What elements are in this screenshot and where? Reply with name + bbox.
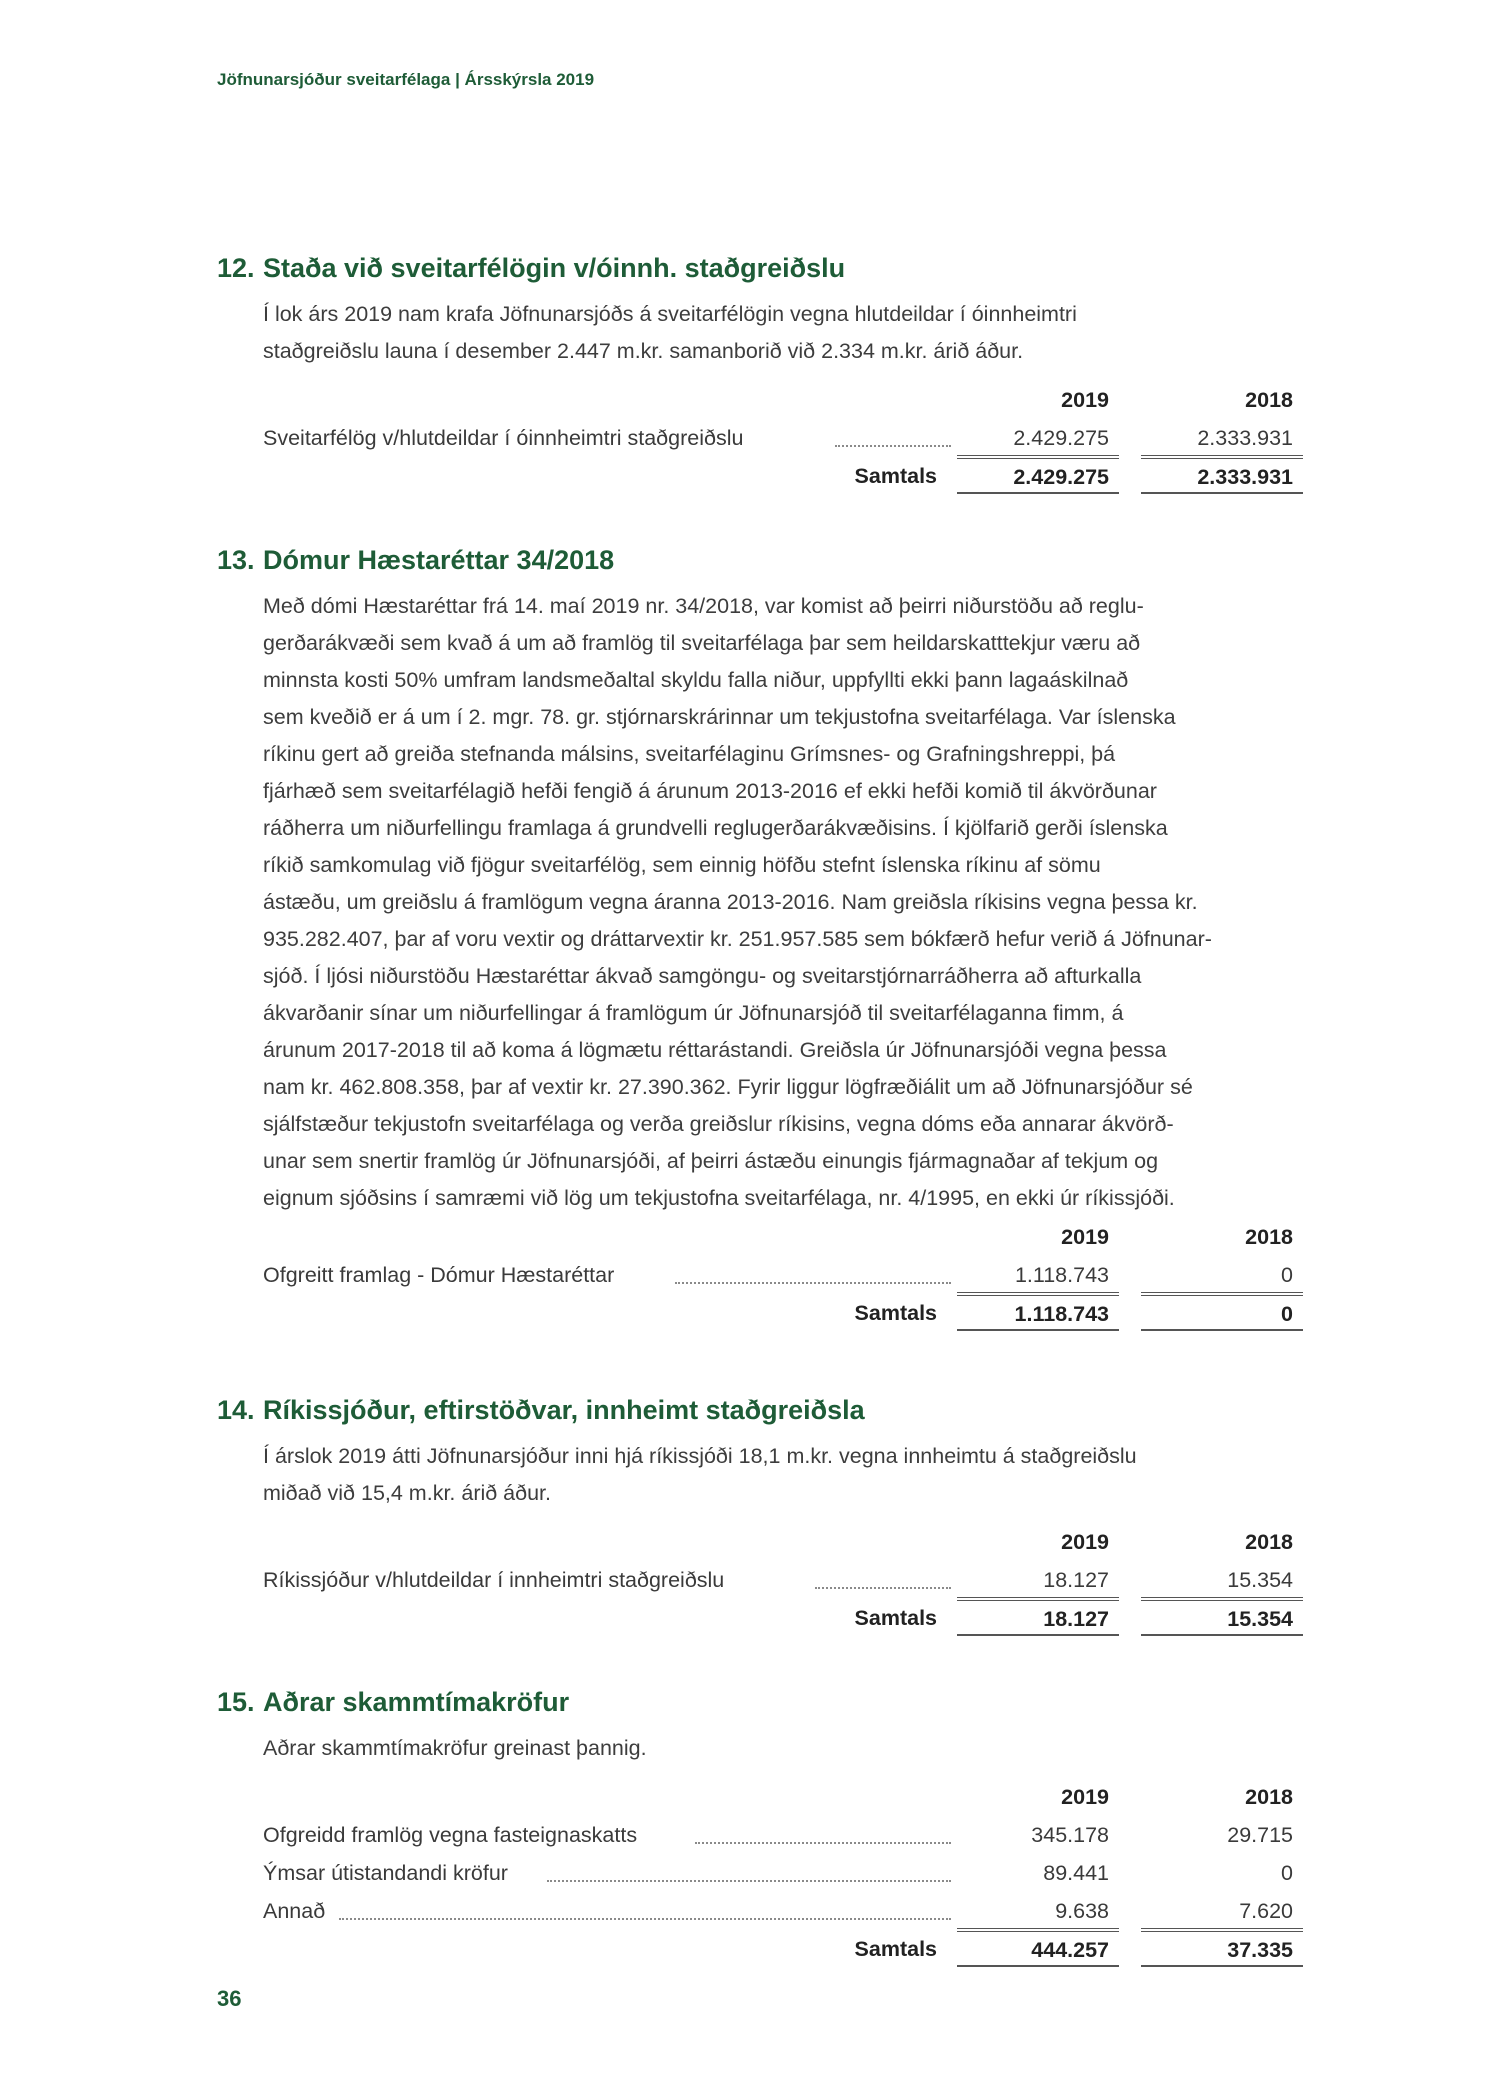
paragraph-line: sjálfstæður tekjustofn sveitarfélaga og verða greiðslur ríkisins, vegna dóms eða annarar ákvörð-: [263, 1112, 1174, 1136]
total-2019: 444.257: [957, 1931, 1119, 1967]
total-2019: 2.429.275: [957, 458, 1119, 494]
paragraph-line: ákvarðanir sínar um niðurfellingar á framlögum úr Jöfnunarsjóð til sveitarfélaganna fimm, á: [263, 1001, 1124, 1025]
column-header-2018: 2018: [1245, 1530, 1293, 1554]
financial-table: [263, 382, 1307, 496]
column-header-2019: 2019: [1061, 1225, 1109, 1249]
paragraph-line: Aðrar skammtímakröfur greinast þannig.: [263, 1736, 647, 1760]
paragraph-line: ríkið samkomulag við fjögur sveitarfélög, sem einnig höfðu stefnt íslenska ríkinu af sömu: [263, 853, 1101, 877]
table-row: [263, 1855, 1307, 1893]
total-2019: 18.127: [957, 1600, 1119, 1636]
section-12: [217, 248, 1307, 496]
table-total-row: [263, 1295, 1307, 1333]
row-label: Ofgreidd framlög vegna fasteignaskatts: [263, 1823, 638, 1847]
table-row: [263, 1257, 1307, 1295]
row-label: Ríkissjóður v/hlutdeildar í innheimtri staðgreiðslu: [263, 1568, 725, 1592]
column-header-2018: 2018: [1245, 1225, 1293, 1249]
value-2018: 29.715: [1227, 1823, 1293, 1847]
paragraph-line: fjárhæð sem sveitarfélagið hefði fengið á árunum 2013-2016 ef ekki hefði komið til ákvörðunar: [263, 779, 1157, 803]
row-label: Ýmsar útistandandi kröfur: [263, 1861, 508, 1885]
paragraph-line: nam kr. 462.808.358, þar af vextir kr. 27.390.362. Fyrir liggur lögfræðiálit um að Jöfnunarsjóður sé: [263, 1075, 1193, 1099]
table-row: [263, 420, 1307, 458]
dot-leader: [835, 445, 951, 447]
total-label: Samtals: [854, 1606, 937, 1630]
column-header-2019: 2019: [1061, 1530, 1109, 1554]
value-2019: 2.429.275: [957, 420, 1119, 456]
total-2019: 1.118.743: [957, 1295, 1119, 1331]
table-total-row: [263, 458, 1307, 496]
paragraph-line: gerðarákvæði sem kvað á um að framlög til sveitarfélaga þar sem heildarskatttekjur væru að: [263, 631, 1141, 655]
value-2018: 15.354: [1141, 1562, 1303, 1598]
column-header-2019: 2019: [1061, 1785, 1109, 1809]
section-title-text: Aðrar skammtímakröfur: [263, 1687, 570, 1717]
row-label: Ofgreitt framlag - Dómur Hæstaréttar: [263, 1263, 615, 1287]
total-label: Samtals: [854, 1937, 937, 1961]
dot-leader: [339, 1918, 951, 1920]
section-13: [217, 540, 1307, 1333]
paragraph-line: ráðherra um niðurfellingu framlaga á grundvelli reglugerðarákvæðisins. Í kjölfarið gerði íslenska: [263, 816, 1168, 840]
table-row: [263, 1817, 1307, 1855]
table-row: [263, 1893, 1307, 1931]
table-total-row: [263, 1931, 1307, 1969]
value-2018: 2.333.931: [1141, 420, 1303, 456]
paragraph-line: eignum sjóðsins í samræmi við lög um tekjustofna sveitarfélaga, nr. 4/1995, en ekki úr ríkissjóði.: [263, 1186, 1175, 1210]
paragraph-line: minnsta kosti 50% umfram landsmeðaltal skyldu falla niður, uppfyllti ekki þann lagaáskilnað: [263, 668, 1129, 692]
dot-leader: [695, 1842, 951, 1844]
paragraph-line: staðgreiðslu launa í desember 2.447 m.kr. samanborið við 2.334 m.kr. árið áður.: [263, 339, 1024, 363]
paragraph-line: ástæðu, um greiðslu á framlögum vegna áranna 2013-2016. Nam greiðsla ríkisins vegna þessa kr.: [263, 890, 1198, 914]
paragraph-line: 935.282.407, þar af voru vextir og dráttarvextir kr. 251.957.585 sem bókfærð hefur verið á Jöfnunar-: [263, 927, 1212, 951]
value-2019: 9.638: [957, 1893, 1119, 1929]
paragraph-line: ríkinu gert að greiða stefnanda málsins, sveitarfélaginu Grímsnes- og Grafningshreppi, þá: [263, 742, 1116, 766]
section-number: 14.: [217, 1395, 255, 1425]
table-row: [263, 1562, 1307, 1600]
total-2018: 37.335: [1141, 1931, 1303, 1967]
value-2019: 1.118.743: [957, 1257, 1119, 1293]
financial-table: [263, 1219, 1307, 1333]
table-header-row: [263, 1219, 1307, 1257]
section-title-text: Dómur Hæstaréttar 34/2018: [263, 545, 615, 575]
value-2018: 0: [1141, 1257, 1303, 1293]
section-paragraph: [263, 296, 1283, 370]
section-title-text: Ríkissjóður, eftirstöðvar, innheimt staðgreiðsla: [263, 1395, 865, 1425]
paragraph-line: Í lok árs 2019 nam krafa Jöfnunarsjóðs á sveitarfélögin vegna hlutdeildar í óinnheimtri: [263, 302, 1077, 326]
value-2018: 7.620: [1141, 1893, 1303, 1929]
total-2018: 2.333.931: [1141, 458, 1303, 494]
value-2019: 89.441: [1043, 1861, 1109, 1885]
dot-leader: [815, 1587, 951, 1589]
paragraph-line: árunum 2017-2018 til að koma á lögmætu réttarástandi. Greiðsla úr Jöfnunarsjóði vegna þessa: [263, 1038, 1167, 1062]
column-header-2018: 2018: [1245, 1785, 1293, 1809]
section-paragraph: [263, 1730, 1283, 1767]
table-header-row: [263, 1524, 1307, 1562]
section-title: [217, 248, 1307, 288]
paragraph-line: sjóð. Í ljósi niðurstöðu Hæstaréttar ákvað samgöngu- og sveitarstjórnarráðherra að afturkalla: [263, 964, 1142, 988]
section-title: [217, 1390, 1307, 1430]
paragraph-line: Með dómi Hæstaréttar frá 14. maí 2019 nr. 34/2018, var komist að þeirri niðurstöðu að reglu-: [263, 594, 1144, 618]
total-label: Samtals: [854, 464, 937, 488]
table-total-row: [263, 1600, 1307, 1638]
table-header-row: [263, 382, 1307, 420]
paragraph-line: Í árslok 2019 átti Jöfnunarsjóður inni hjá ríkissjóði 18,1 m.kr. vegna innheimtu á staðgreiðslu: [263, 1444, 1137, 1468]
section-paragraph: [263, 1438, 1283, 1512]
page-number: 36: [217, 1986, 242, 2011]
column-header-2019: 2019: [1061, 388, 1109, 412]
running-header: Jöfnunarsjóður sveitarfélaga | Ársskýrsla 2019: [217, 70, 595, 89]
paragraph-line: miðað við 15,4 m.kr. árið áður.: [263, 1481, 552, 1505]
total-2018: 15.354: [1141, 1600, 1303, 1636]
dot-leader: [675, 1282, 951, 1284]
total-label: Samtals: [854, 1301, 937, 1325]
section-number: 15.: [217, 1687, 255, 1717]
section-14: [217, 1390, 1307, 1638]
paragraph-line: sem kveðið er á um í 2. mgr. 78. gr. stjórnarskrárinnar um tekjustofna sveitarfélaga. Var íslenska: [263, 705, 1176, 729]
section-15: [217, 1682, 1307, 1969]
value-2019: 18.127: [957, 1562, 1119, 1598]
section-number: 12.: [217, 253, 255, 283]
table-header-row: [263, 1779, 1307, 1817]
total-2018: 0: [1141, 1295, 1303, 1331]
value-2018: 0: [1281, 1861, 1293, 1885]
section-title: [217, 540, 1307, 580]
row-label: Annað: [263, 1899, 326, 1923]
financial-table: [263, 1524, 1307, 1638]
section-title: [217, 1682, 1307, 1722]
section-paragraph: [263, 588, 1283, 1217]
row-label: Sveitarfélög v/hlutdeildar í óinnheimtri staðgreiðslu: [263, 426, 744, 450]
section-number: 13.: [217, 545, 255, 575]
value-2019: 345.178: [1031, 1823, 1109, 1847]
column-header-2018: 2018: [1245, 388, 1293, 412]
section-title-text: Staða við sveitarfélögin v/óinnh. staðgreiðslu: [263, 253, 846, 283]
financial-table: [263, 1779, 1307, 1969]
dot-leader: [547, 1880, 951, 1882]
paragraph-line: unar sem snertir framlög úr Jöfnunarsjóði, af þeirri ástæðu einungis fjármagnaðar af tekjum og: [263, 1149, 1159, 1173]
